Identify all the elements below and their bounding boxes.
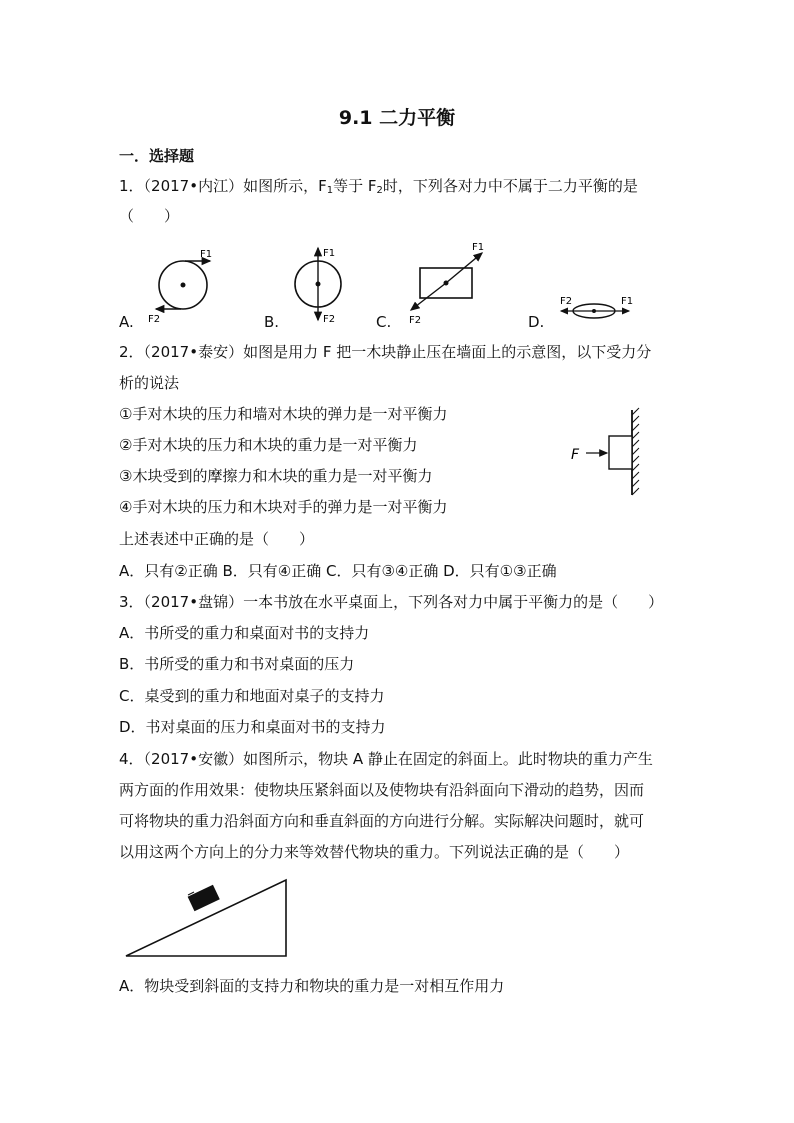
q2-stem-line1: 2．（2017•泰安）如图是用力 F 把一木块静止压在墙面上的示意图，以下受力分 — [119, 343, 652, 361]
q4-stem-line4: 以用这两个方向上的分力来等效替代物块的重力。下列说法正确的是（ ） — [119, 843, 630, 861]
q1-figures — [0, 232, 794, 352]
q3-option-c: C．桌受到的重力和地面对桌子的支持力 — [119, 687, 385, 705]
f2-label: F2 — [409, 315, 422, 326]
f1-label: F1 — [200, 249, 213, 260]
q2-statement-1: ①手对木块的压力和墙对木块的弹力是一对平衡力 — [119, 405, 448, 423]
q2-statement-4: ④手对木块的压力和木块对手的弹力是一对平衡力 — [119, 498, 448, 516]
q1-stem — [119, 176, 638, 201]
q3-option-a: A．书所受的重力和桌面对书的支持力 — [119, 624, 370, 642]
f1-label: F1 — [323, 248, 336, 259]
force-f-label: F — [571, 447, 580, 463]
q2-wall-block-diagram — [560, 405, 680, 505]
figure-d-ellipse-diagram — [560, 296, 633, 318]
q4-stem-line1: 4．（2017•安徽）如图所示，物块 A 静止在固定的斜面上。此时物块的重力产生 — [119, 750, 653, 768]
q3-option-d: D．书对桌面的压力和桌面对书的支持力 — [119, 718, 386, 736]
q1-stem-part: 1．（2017•内江）如图所示，F — [119, 177, 327, 195]
q2-statement-3: ③木块受到的摩擦力和木块的重力是一对平衡力 — [119, 467, 433, 485]
q1-option-b: B. — [264, 313, 280, 331]
q1-option-d: D. — [528, 313, 545, 331]
f2-label: F2 — [323, 314, 336, 325]
q4-option-a: A．物块受到斜面的支持力和物块的重力是一对相互作用力 — [119, 977, 505, 995]
q1-stem-part: 等于 F — [333, 177, 377, 195]
q4-stem-line2: 两方面的作用效果：使物块压紧斜面以及使物块有沿斜面向下滑动的趋势，因而 — [119, 781, 645, 799]
q4-stem-line3: 可将物块的重力沿斜面方向和垂直斜面的方向进行分解。实际解决问题时，就可 — [119, 812, 645, 830]
f1-label: F1 — [472, 242, 485, 253]
q2-choices: A．只有②正确 B．只有④正确 C．只有③④正确 D．只有①③正确 — [119, 562, 557, 580]
f1-label: F1 — [621, 296, 634, 307]
q3-option-b: B．书所受的重力和书对桌面的压力 — [119, 655, 355, 673]
q2-question: 上述表述中正确的是（ ） — [119, 530, 315, 548]
q3-stem: 3．（2017•盘锦）一本书放在水平桌面上，下列各对力中属于平衡力的是（ ） — [119, 593, 664, 611]
f2-label: F2 — [560, 296, 573, 307]
figure-a-circle-diagram — [148, 249, 212, 325]
q1-stem-part: 时，下列各对力中不属于二力平衡的是 — [382, 177, 638, 195]
q1-answer-paren: （ ） — [119, 207, 180, 225]
f2-label: F2 — [148, 314, 161, 325]
q1-option-a: A. — [119, 313, 134, 331]
section-heading: 一．选择题 — [119, 147, 195, 165]
page-title: 9.1 二力平衡 — [338, 107, 456, 129]
q2-statement-2: ②手对木块的压力和木块的重力是一对平衡力 — [119, 436, 418, 454]
q1-option-c: C. — [376, 313, 392, 331]
q1-sub: 2 — [376, 185, 383, 196]
q2-stem-line2: 析的说法 — [119, 374, 180, 392]
figure-c-rectangle-diagram — [409, 242, 484, 326]
figure-b-circle-diagram — [295, 248, 341, 325]
q1-sub: 1 — [326, 185, 334, 196]
q4-incline-diagram — [120, 875, 320, 965]
